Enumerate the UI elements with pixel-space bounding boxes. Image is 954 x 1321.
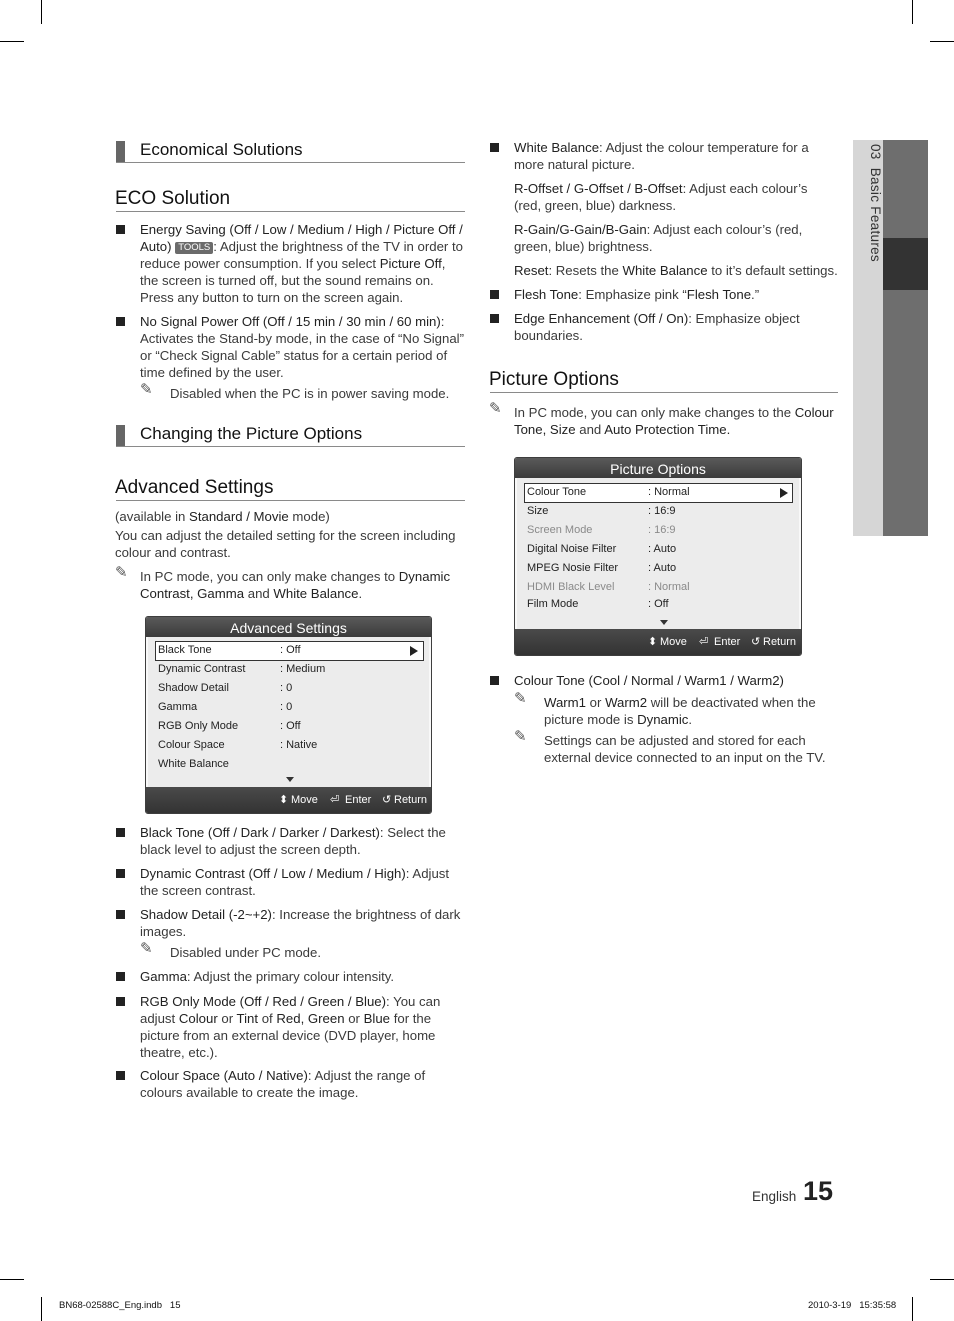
section-bar [116,141,125,162]
scroll-down-icon [286,777,294,782]
bullet-gamma: Gamma: Adjust the primary colour intensity. [140,969,395,984]
crop-mark [930,41,954,42]
bullet-black-tone: Black Tone (Off / Dark / Darker / Darkest): Select the black level to adjust the screen depth. [140,825,446,857]
note-pencil-icon: ✎ [140,940,153,957]
energy-saving-paragraph: Energy Saving (Off / Low / Medium / High / Picture Off / Auto) TOOLS : Adjust the brightness of the TV in order to reduce power consumption. If you select Picture Off, the screen is turned off, but the sound remains on. Press any button to turn on the screen again. [140,222,463,305]
advanced-pc-note: In PC mode, you can only make changes to Dynamic Contrast, Gamma and White Balance. [140,569,451,601]
heading-picture-options: Picture Options [489,369,619,390]
return-icon: ↺ [382,794,392,806]
note-pencil-icon: ✎ [514,728,527,745]
colour-tone-note-2: Settings can be adjusted and stored for each external device connected to an input on the TV. [544,733,826,765]
bullet-square [490,290,499,299]
enter-label: Enter [345,794,372,806]
bullet-shadow-detail: Shadow Detail (-2~+2): Increase the brightness of dark images. [140,907,461,939]
menu-row-gamma[interactable]: Gamma : 0 [158,701,293,713]
shadow-detail-note: Disabled under PC mode. [170,945,322,960]
menu-row-hdmi-black-level: HDMI Black Level : Normal [527,581,690,593]
chapter-tab-dark [883,140,928,536]
menu-row-shadow-detail[interactable]: Shadow Detail : 0 [158,682,293,694]
no-signal-paragraph: No Signal Power Off (Off / 15 min / 30 min / 60 min): Activates the Stand-by mode, in the case of “No Signal” or “Check Signal Cable” status for a certain period of time defined by the user. [140,314,464,380]
bullet-edge-enhancement: Edge Enhancement (Off / On): Emphasize object boundaries. [514,311,800,343]
enter-label: Enter [714,636,741,648]
move-icon: ⬍ [648,636,658,648]
note-pencil-icon: ✎ [140,381,153,398]
heading-rule [116,500,465,501]
heading-rule [490,392,838,393]
section-heading-picture-options: Changing the Picture Options [140,424,363,443]
heading-rule [116,211,465,212]
heading-eco-solution: ECO Solution [115,188,231,209]
move-label: Move [660,636,687,648]
heading-advanced-settings: Advanced Settings [115,477,274,498]
menu-row-colour-space[interactable]: Colour Space : Native [158,739,318,751]
bullet-white-balance: White Balance: Adjust the colour temperature for a more natural picture. [514,140,809,172]
menu-title: Picture Options [515,458,801,478]
chapter-tab-label: 03 Basic Features [868,144,883,262]
move-label: Move [291,794,318,806]
page-number: 15 [803,1176,834,1206]
return-label: Return [394,794,428,806]
section-heading-economical: Economical Solutions [140,140,303,159]
menu-row-white-balance[interactable]: White Balance [158,758,229,770]
tools-badge: TOOLS [175,242,213,254]
return-icon: ↺ [751,636,761,648]
menu-title: Advanced Settings [146,617,431,637]
note-pencil-icon: ✎ [514,690,527,707]
chapter-tab-marker [883,238,928,290]
menu-row-film-mode[interactable]: Film Mode : Off [527,598,669,610]
crop-mark [0,1279,24,1280]
bullet-square [116,972,125,981]
sub-reset: Reset: Resets the White Balance to it’s default settings. [514,263,838,278]
bullet-flesh-tone: Flesh Tone: Emphasize pink “Flesh Tone.” [514,287,760,302]
availability-text: (available in Standard / Movie mode) [115,509,330,524]
menu-row-screen-mode: Screen Mode : 16:9 [527,524,676,536]
menu-row-dynamic-contrast[interactable]: Dynamic Contrast : Medium [158,663,326,675]
bullet-square [116,317,125,326]
crop-mark [930,1279,954,1280]
menu-row-black-tone[interactable]: Black Tone : Off [158,644,301,656]
picture-options-menu [514,457,802,656]
note-pencil-icon: ✎ [115,564,128,581]
bullet-square [490,676,499,685]
bullet-square [116,225,125,234]
crop-mark [0,41,24,42]
scroll-down-icon [660,620,668,625]
crop-mark [912,0,913,24]
enter-icon: ⏎ [699,636,709,648]
note-pencil-icon: ✎ [489,400,502,417]
menu-footer [146,787,431,813]
colour-tone-note-1: Warm1 or Warm2 will be deactivated when the picture mode is Dynamic. [544,695,816,727]
bullet-square [116,828,125,837]
crop-mark [41,1297,42,1321]
sub-r-offset: R-Offset / G-Offset / B-Offset: Adjust each colour’s (red, green, blue) darkness. [514,181,808,213]
bullet-square [490,143,499,152]
crop-mark [912,1297,913,1321]
advanced-intro: You can adjust the detailed setting for the screen including colour and contrast. [115,528,456,560]
menu-row-digital-noise-filter[interactable]: Digital Noise Filter : Auto [527,543,677,555]
bullet-square [116,910,125,919]
menu-row-mpeg-noise-filter[interactable]: MPEG Nosie Filter : Auto [527,562,677,574]
menu-row-size[interactable]: Size : 16:9 [527,505,676,517]
advanced-settings-menu [145,616,432,814]
enter-icon: ⏎ [330,794,340,806]
menu-row-colour-tone[interactable]: Colour Tone : Normal [527,486,690,498]
bullet-colour-space: Colour Space (Auto / Native): Adjust the range of colours available to create the image. [140,1068,426,1100]
move-icon: ⬍ [279,794,289,806]
bullet-dynamic-contrast: Dynamic Contrast (Off / Low / Medium / High): Adjust the screen contrast. [140,866,450,898]
bullet-colour-tone: Colour Tone (Cool / Normal / Warm1 / Warm2) [514,673,784,688]
print-timestamp: 2010-3-19 15:35:58 [808,1300,897,1311]
bullet-square [116,997,125,1006]
bullet-square [490,314,499,323]
note-pc-saving: Disabled when the PC is in power saving mode. [170,386,450,401]
section-rule [116,446,465,447]
section-bar [116,425,125,446]
sub-r-gain: R-Gain/G-Gain/B-Gain: Adjust each colour’s (red, green, blue) brightness. [514,222,803,254]
menu-row-rgb-only-mode[interactable]: RGB Only Mode : Off [158,720,301,732]
footer-language: English [752,1189,797,1204]
picture-options-pc-note: In PC mode, you can only make changes to the Colour Tone, Size and Auto Protection Time. [514,405,834,437]
print-file-info: BN68-02588C_Eng.indb 15 [59,1300,181,1311]
crop-mark [41,0,42,24]
return-label: Return [763,636,797,648]
bullet-rgb-only-mode: RGB Only Mode (Off / Red / Green / Blue): You can adjust Colour or Tint of Red, Green or Blue for the picture from an external device (DVD player, home theatre, etc.). [140,994,441,1060]
bullet-square [116,869,125,878]
section-rule [116,162,465,163]
menu-footer [515,629,801,655]
bullet-square [116,1071,125,1080]
